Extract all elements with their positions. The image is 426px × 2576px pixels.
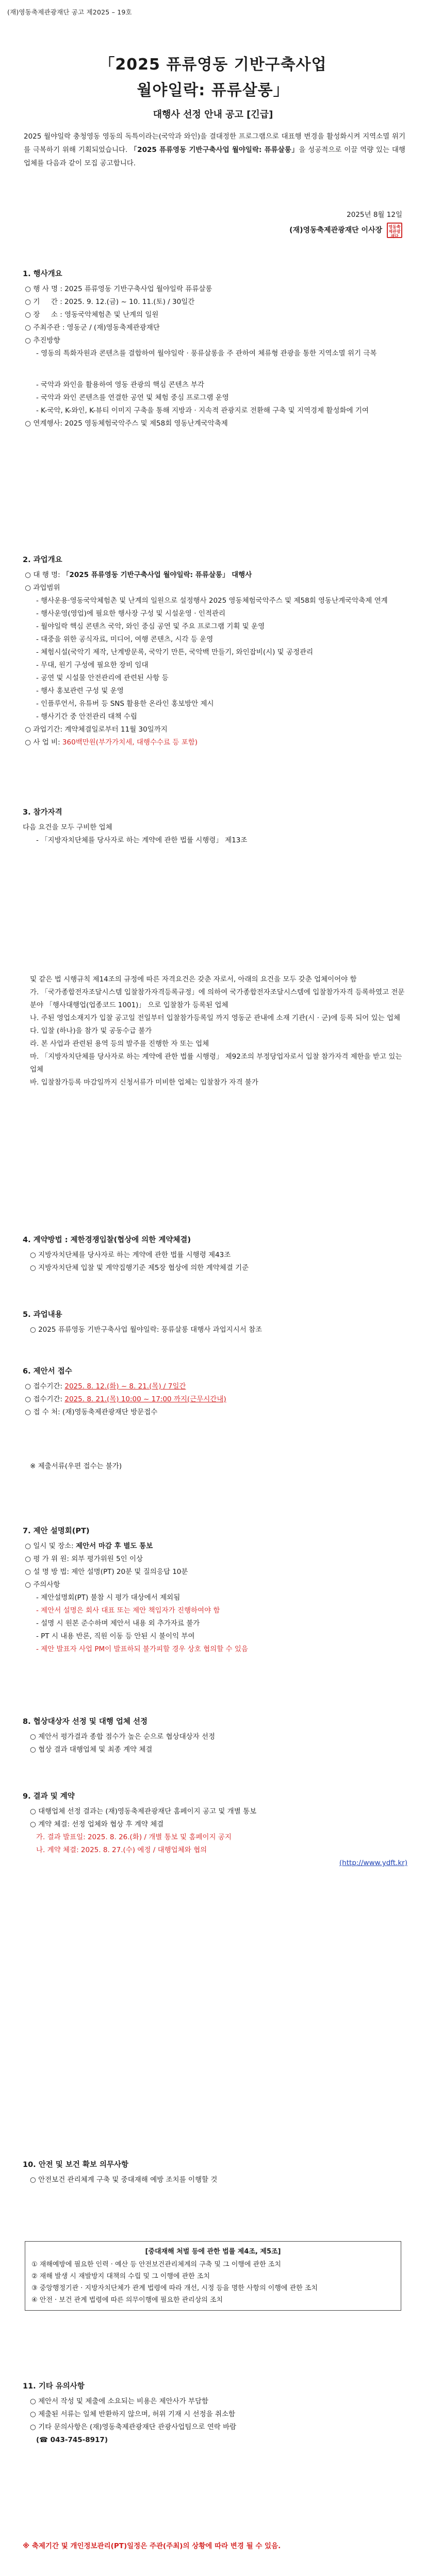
- list-item: - 공연 및 시설물 안전관리에 관련된 사항 등: [36, 674, 169, 682]
- list-item: ○ 접수기간: 2025. 8. 21.(목) 10:00 ~ 17:00 까지(근무시간내): [23, 1395, 226, 1403]
- list-item: - 월야일락 핵심 콘텐츠 국악, 와인 중심 공연 및 주요 프로그램 기획 및 운영: [36, 622, 265, 631]
- list-item: ① 재해예방에 필요한 인력 · 예산 등 안전보건관리체계의 구축 및 그 이행에 관한 조치: [31, 2261, 281, 2268]
- list-item: ○ 접 수 처: (재)영동축제관광재단 방문접수: [23, 1408, 158, 1416]
- list-item: ○ 일시 및 장소: 제안서 마감 후 별도 통보: [23, 1542, 153, 1550]
- notice-date: 2025년 8월 12일: [347, 211, 402, 219]
- list-item: 마. 「지방자치단체를 당사자로 하는 계약에 관한 법률 시행령」 제92조의 부정당업자로서 입찰 참가자격 제한을 받고 있는 업체: [30, 1053, 402, 1074]
- issuing-org: [289, 223, 402, 238]
- section-heading: 11. 기타 유의사항: [23, 2382, 85, 2391]
- law-note-box: [25, 2241, 401, 2311]
- list-item: ○ 계약 체결: 선정 업체와 협상 후 계약 체결: [30, 1820, 164, 1828]
- list-item: 가. 결과 발표일: 2025. 8. 26.(화) / 개별 통보 및 홈페이지 공지: [36, 1833, 232, 1841]
- section-heading: 4. 계약방법 : 제한경쟁입찰(협상에 의한 계약체결): [23, 1236, 191, 1244]
- list-item: - K-국악, K-와인, K-뷰티 이미지 구축을 통해 지방과 · 지속적 관광지로 전환해 구축 및 지역경제 활성화에 기여: [36, 406, 369, 415]
- list-item: 다음 요건을 모두 구비한 업체: [23, 823, 112, 832]
- note-box-title: [중대재해 처벌 등에 관한 법률 제4조, 제5조]: [145, 2248, 281, 2256]
- section-heading: 6. 제안서 접수: [23, 1367, 72, 1376]
- section-results: [23, 1790, 407, 1870]
- list-item: ○ 지방자치단체 입찰 및 계약집행기준 제5장 협상에 의한 계약체결 기준: [30, 1264, 249, 1272]
- list-item: 바. 입찰참가등록 마감일까지 신청서류가 미비한 업체는 입찰참가 자격 불가: [30, 1078, 258, 1087]
- list-item: - 「지방자치단체를 당사자로 하는 계약에 관한 법률 시행령」 제13조: [36, 836, 248, 844]
- list-item: 및 같은 법 시행규칙 제14조의 규정에 따른 자격요건은 갖춘 자로서, 아래의 요건을 모두 갖춘 업체이어야 함: [30, 975, 357, 984]
- title-line-3: 대행사 선정 안내 공고 [긴급]: [153, 109, 273, 120]
- list-item: ○ 제안서 평가결과 종합 점수가 높은 순으로 협상대상자 선정: [30, 1733, 216, 1741]
- footer-note: ※ 축제기간 및 개인정보관리(PT)일정은 주관(주최)의 상황에 따라 변경 될 수 있음.: [23, 2542, 281, 2550]
- list-item: - 무대, 원기 구성에 필요한 장비 임대: [36, 661, 149, 669]
- list-item: ○ 2025 퓨류영동 기반구축사업 월야일락: 풍류살롱 대행사 과업지시서 참조: [30, 1326, 263, 1334]
- section-heading: 2. 과업개요: [23, 556, 62, 564]
- section-contract-method: [23, 1234, 407, 1275]
- section-heading: 5. 과업내용: [23, 1311, 62, 1319]
- list-item: ○ 기 간 : 2025. 9. 12.(금) ~ 10. 11.(토) / 30일간: [23, 298, 195, 306]
- list-item: - 영동의 특화자원과 콘텐츠를 결합하여 월야일락 · 풍류살롱을 주 관하여 체류형 관광을 통한 지역소멸 위기 극복: [36, 349, 377, 358]
- list-item: - 제안서 설명은 회사 대표 또는 제안 책임자가 진행하여야 함: [36, 1606, 220, 1615]
- list-item: - 대중을 위한 공식자료, 미디어, 여행 콘텐츠, 시각 등 운영: [36, 635, 214, 643]
- section-heading: 3. 참가자격: [23, 808, 62, 817]
- section-heading: 1. 행사개요: [23, 270, 62, 278]
- section-misc: [23, 2380, 407, 2447]
- document-number: (재)영동축제관광재단 공고 제2025 – 19호: [7, 8, 132, 16]
- section-submission: [23, 1365, 407, 1473]
- list-item: ○ 안전보건 관리체계 구축 및 중대재해 예방 조치를 이행할 것: [30, 2176, 218, 2184]
- org-name: (재)영동축제관광재단 이사장: [289, 226, 383, 234]
- section-work-content: [23, 1309, 407, 1336]
- list-item: - 제안설명회(PT) 불참 시 평가 대상에서 제외됨: [36, 1594, 181, 1602]
- list-item: ③ 중앙행정기관 · 지방자치단체가 관계 법령에 따라 개선, 시정 등을 명한 사항의 이행에 관한 조치: [31, 2284, 318, 2292]
- list-item: ※ 제출서류(우편 접수는 불가): [30, 1462, 122, 1470]
- list-item: - 행사운용·영동국악체험촌 및 난계의 일원으로 설정행사 2025 영동체험국악주스 및 제58회 영동난계국악축제 연계: [36, 597, 388, 605]
- list-item: - 국악과 와인을 활용하여 영동 관광의 핵심 콘텐츠 부각: [36, 381, 205, 389]
- list-item: ○ 연계행사: 2025 영동체험국악주스 및 제58회 영동난계국악축제: [23, 419, 228, 428]
- list-item: ○ 제출된 서류는 일체 반환하지 않으며, 허위 기재 시 선정을 취소함: [30, 2410, 236, 2418]
- list-item: ○ 제안서 작성 및 제출에 소요되는 비용은 제안사가 부담함: [30, 2397, 209, 2405]
- section-scope: [23, 554, 407, 749]
- section-selection: [23, 1716, 407, 1756]
- list-item: ○ 주의사항: [23, 1581, 60, 1589]
- list-item: 나. 계약 체결: 2025. 8. 27.(수) 예정 / 대행업체와 협의: [36, 1846, 207, 1854]
- list-item: 라. 본 사업과 관련된 용역 등의 발주를 진행한 자 또는 업체: [30, 1040, 209, 1048]
- lead-text-2: 을 성공적으로 이끌 역량 있는 대행업체를 다음과 같이 모집 공고합니다.: [24, 146, 406, 167]
- list-item: - 행사기간 중 안전관리 대책 수립: [36, 713, 137, 721]
- list-item: ○ 추진방향: [23, 336, 60, 345]
- homepage-link[interactable]: (http://www.ydft.kr): [339, 1859, 407, 1867]
- section-overview: [23, 268, 407, 430]
- official-seal-icon: 영동축제관광재단: [387, 223, 402, 238]
- lead-text-1: 2025 월야일락 충청영동 영동의 독특이라는(국악과 와인)을 결대정한 프로그램으로 대표행 변경을 활성화시켜 지역소멸 위기를 극복하기 위해 기획되었습니다.: [24, 132, 405, 154]
- section-safety: [23, 2159, 407, 2187]
- list-item: ○ 주최주관 : 영동군 / (재)영동축제관광재단: [23, 324, 160, 332]
- section-heading: 8. 협상대상자 선정 및 대행 업체 선정: [23, 1718, 148, 1726]
- list-item: ○ 과업기간: 계약체결일로부터 11월 30일까지: [23, 725, 168, 734]
- list-item: - 행사운영(영업)에 필요한 행사장 구성 및 시설운영 · 인적관리: [36, 609, 226, 618]
- list-item: ○ 대 행 명: 「2025 퓨류영동 기반구축사업 월야일락: 퓨류살롱」 대행사: [23, 571, 252, 579]
- list-item: 가. 「국가종합전자조달시스템 입찰참가자격등록규정」에 의하여 국가종합전자조달시스템에 입찰참가자격 등록하였고 전문분야 「행사대행업(업종코드 1001)」 으로 입찰참가 등록된 업체: [30, 988, 405, 1009]
- section-heading: 9. 결과 및 계약: [23, 1792, 75, 1801]
- list-item: ○ 설 명 방 법: 제안 설명(PT) 20분 및 질의응답 10분: [23, 1568, 188, 1576]
- list-item: - 제안 발표자 사업 PM이 발표하되 불가피할 경우 상호 협의할 수 있음: [36, 1645, 248, 1653]
- list-item: ○ 과업범위: [23, 584, 60, 592]
- title-line-2: 월야일락: 퓨류살롱」: [137, 81, 289, 99]
- list-item: - 국악과 와인 콘텐츠를 연결한 공연 및 체험 중심 프로그램 운영: [36, 394, 229, 402]
- list-item: ○ 장 소 : 영동국악체험촌 및 난계의 일원: [23, 311, 159, 319]
- list-item: - 인플루언서, 유튜버 등 SNS 활용한 온라인 홍보방안 제시: [36, 700, 214, 708]
- list-item: ○ 평 가 위 원: 외부 평가위원 5인 이상: [23, 1555, 143, 1563]
- list-item: ○ 협상 결과 대행업체 및 최종 계약 체결: [30, 1745, 153, 1754]
- list-item: - 설명 시 원본 준수하며 제안서 내용 외 추가자료 불가: [36, 1619, 200, 1628]
- section-heading: 7. 제안 설명회(PT): [23, 1527, 90, 1535]
- section-heading: 10. 안전 및 보건 확보 의무사항: [23, 2161, 129, 2169]
- contact-phone: (☎ 043-745-8917): [36, 2436, 108, 2444]
- list-item: ○ 접수기간: 2025. 8. 12.(화) ~ 8. 21.(목) / 7일간: [23, 1382, 186, 1391]
- lead-paragraph: [24, 130, 405, 170]
- section-presentation: [23, 1525, 407, 1656]
- lead-highlight: 「2025 퓨류영동 기반구축사업 월야일락: 퓨류살롱」: [130, 146, 299, 154]
- list-item: - PT 시 내용 반론, 직원 이동 등 안된 시 불이익 부여: [36, 1632, 195, 1640]
- list-item: ○ 행 사 명 : 2025 퓨류영동 기반구축사업 월야일락 퓨류살롱: [23, 285, 212, 293]
- list-item: ④ 안전 · 보건 관계 법령에 따른 의무이행에 필요한 관리상의 조치: [31, 2296, 223, 2304]
- list-item: 나. 주된 영업소재지가 입찰 공고일 전일부터 입찰참가등록일 까지 영동군 관내에 소재 기관(시 · 군)에 등록 되어 있는 업체: [30, 1014, 401, 1022]
- list-item: - 행사 홍보관련 구성 및 운영: [36, 687, 124, 695]
- list-item: ○ 사 업 비: 360백만원(부가가치세, 대행수수료 등 포함): [23, 738, 198, 747]
- list-item: - 체험시설(국악기 제작, 난계방문록, 국악기 만튼, 국악백 만들기, 와인잡비(시) 및 공정관리: [36, 648, 314, 656]
- list-item: ○ 기타 문의사항은 (재)영동축제관광재단 관광사업팀으로 연락 바람: [30, 2423, 237, 2431]
- list-item: ○ 지방자치단체를 당사자로 하는 계약에 관한 법률 시행령 제43조: [30, 1251, 231, 1259]
- section-eligibility: [23, 806, 407, 1089]
- title-line-1: 「2025 퓨류영동 기반구축사업: [99, 56, 327, 74]
- list-item: ○ 대행업체 선정 결과는 (재)영동축제관광재단 홈페이지 공고 및 개별 통보: [30, 1807, 257, 1816]
- list-item: 다. 입찰 (하나)을 참가 및 공동수급 불가: [30, 1027, 152, 1035]
- list-item: ② 재해 발생 시 재발방지 대책의 수립 및 그 이행에 관한 조치: [31, 2273, 210, 2280]
